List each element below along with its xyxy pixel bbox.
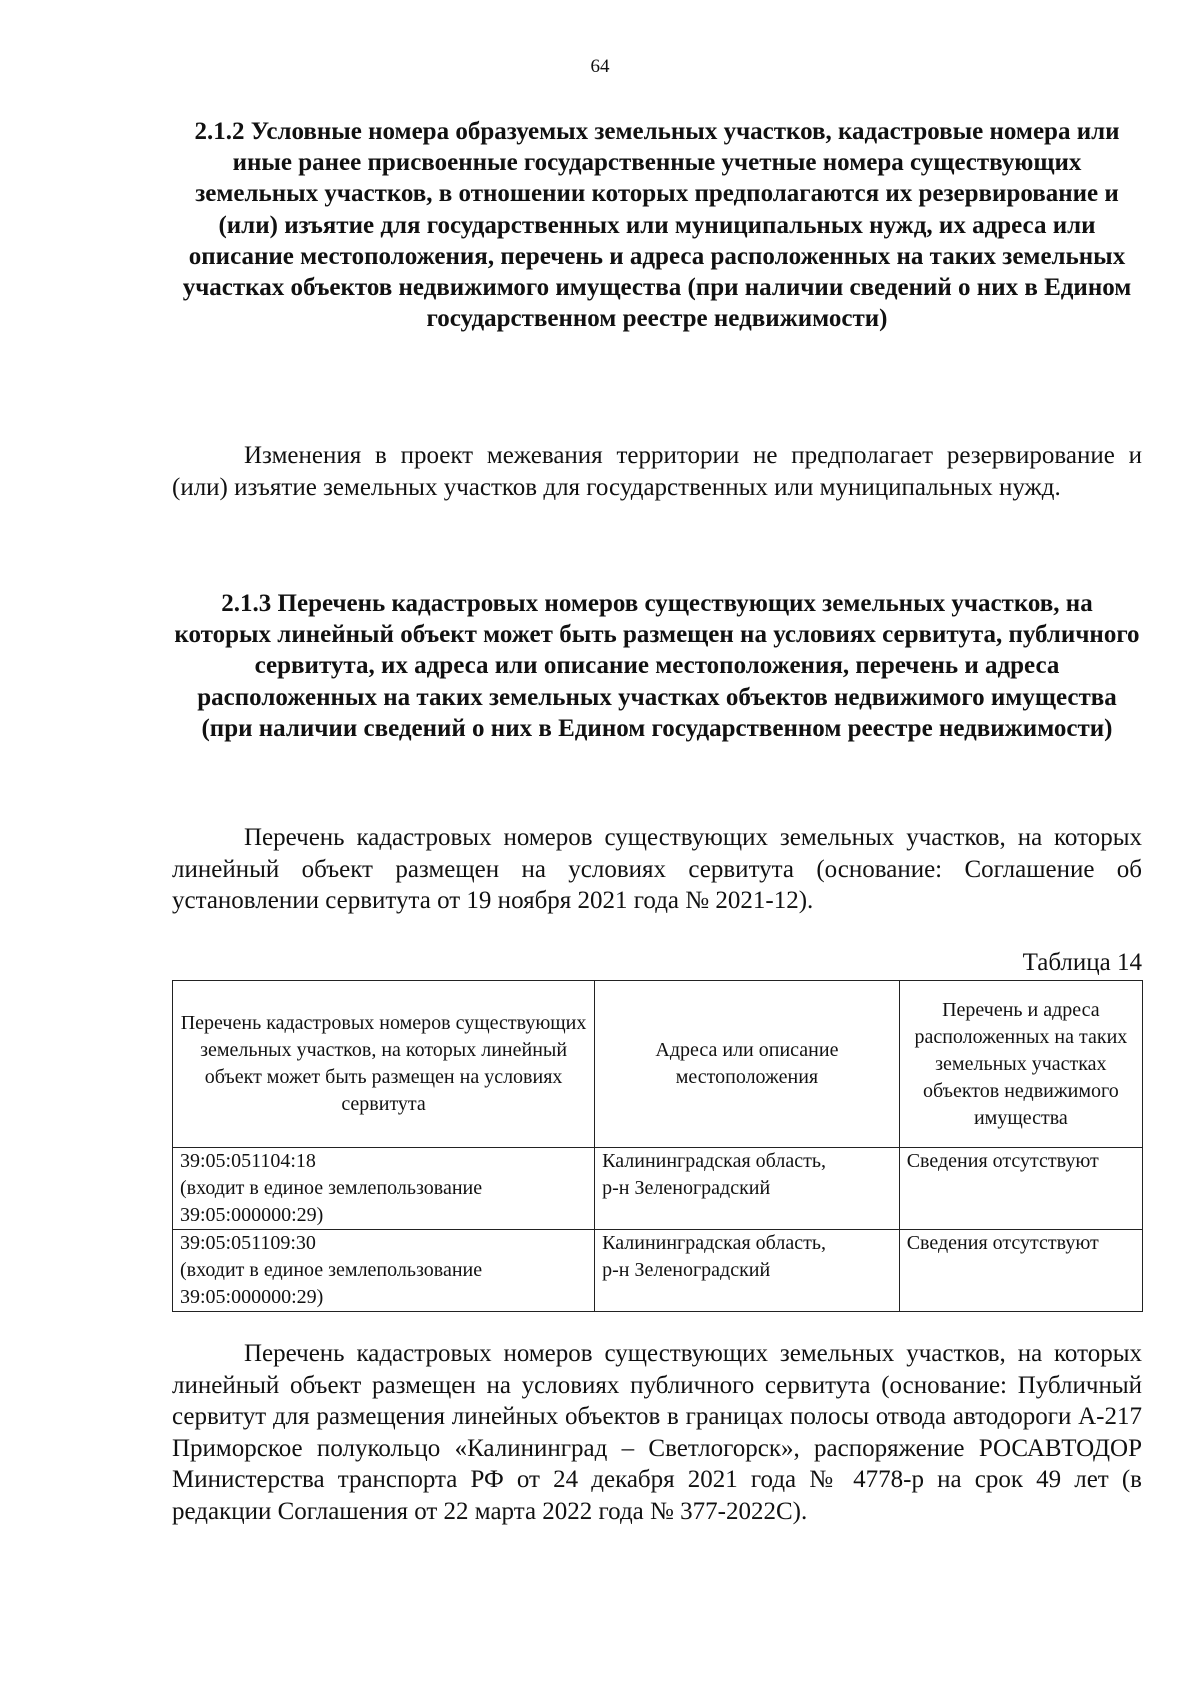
address-district: р-н Зеленоградский [602, 1177, 771, 1199]
address-district: р-н Зеленоградский [602, 1259, 771, 1281]
cadastral-number: 39:05:051109:30 [180, 1232, 316, 1254]
table-caption: Таблица 14 [1022, 949, 1142, 976]
table-row [173, 1230, 1143, 1312]
table-row [173, 1148, 1143, 1230]
header-objects: Перечень и адреса расположенных на таких земельных участках объектов недвижимого имущества [899, 981, 1142, 1148]
land-use-note: (входит в единое землепользование 39:05:000000:29) [180, 1259, 483, 1308]
cell-address [595, 1230, 900, 1312]
land-use-note: (входит в единое землепользование 39:05:000000:29) [180, 1177, 483, 1226]
header-address: Адреса или описание местоположения [595, 981, 900, 1148]
address-region: Калининградская область, [602, 1232, 826, 1254]
servitude-table [172, 980, 1143, 1312]
cadastral-number: 39:05:051104:18 [180, 1150, 316, 1172]
header-cadastral-numbers: Перечень кадастровых номеров существующих земельных участков, на которых линейный объект может быть размещен на условиях сервитута [173, 981, 595, 1148]
cell-cadastral [173, 1230, 595, 1312]
cell-objects: Сведения отсутствуют [899, 1148, 1142, 1230]
table-header-row [173, 981, 1143, 1148]
cell-address [595, 1148, 900, 1230]
section-213-heading: 2.1.3 Перечень кадастровых номеров существующих земельных участков, на которых линейный объект может быть размещен на условиях сервитута, публичного сервитута, их адреса или описание местоположения, перечень и адреса расположенных на таких земельных участках объектов недвижимого имущества (при наличии сведений о них в Едином государственном реестре недвижимости) [174, 590, 1140, 742]
section-213-intro-paragraph: Перечень кадастровых номеров существующих земельных участков, на которых линейный объект размещен на условиях сервитута (основание: Соглашение об установлении сервитута от 19 ноября 2021 года № 2021-12). [172, 824, 1142, 914]
public-servitude-paragraph: Перечень кадастровых номеров существующих земельных участков, на которых линейный объект размещен на условиях публичного сервитута (основание: Публичный сервитут для размещения линейных объектов в границах полосы отвода автодороги А-217 Приморское полукольцо «Калининград – Светлогорск», распоряжение РОСАВТОДОР Министерства транспорта РФ от 24 декабря 2021 года № 4778-р на срок 49 лет (в редакции Соглашения от 22 марта 2022 года № 377-2022С). [172, 1340, 1142, 1525]
cell-objects: Сведения отсутствуют [899, 1230, 1142, 1312]
section-212-heading: 2.1.2 Условные номера образуемых земельных участков, кадастровые номера или иные ранее присвоенные государственные учетные номера существующих земельных участков, в отношении которых предполагаются их резервирование и (или) изъятие для государственных или муниципальных нужд, их адреса или описание местоположения, перечень и адреса расположенных на таких земельных участках объектов недвижимого имущества (при наличии сведений о них в Едином государственном реестре недвижимости) [182, 118, 1132, 333]
section-212-paragraph: Изменения в проект межевания территории не предполагает резервирование и (или) изъятие земельных участков для государственных или муниципальных нужд. [172, 442, 1142, 501]
address-region: Калининградская область, [602, 1150, 826, 1172]
cell-cadastral [173, 1148, 595, 1230]
page-number: 64 [590, 56, 610, 77]
